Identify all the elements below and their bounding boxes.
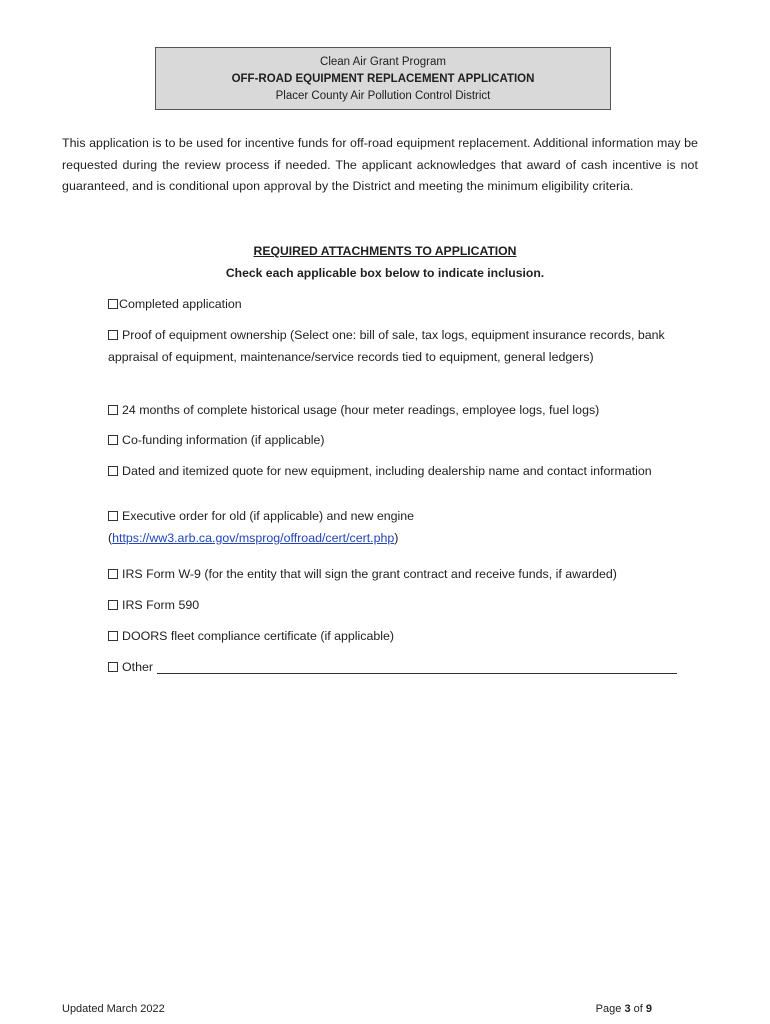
checklist-item-co-funding: [108, 429, 708, 451]
checklist-label: IRS Form 590: [122, 598, 200, 612]
link-paren-open: (: [108, 531, 113, 545]
checkbox-dated-quote[interactable]: [108, 466, 118, 476]
checklist-label: IRS Form W-9 (for the entity that will sign the grant contract and receive funds, if awarded): [122, 567, 617, 581]
checklist-label: Dated and itemized quote for new equipment, including dealership name and contact information: [122, 464, 652, 478]
footer-page-number: [596, 1003, 652, 1015]
checklist-item-proof-of-ownership: [108, 324, 708, 368]
checkbox-other[interactable]: [108, 662, 118, 672]
district-name: Placer County Air Pollution Control District: [275, 90, 491, 102]
checkbox-executive-order[interactable]: [108, 511, 118, 521]
header-box: [155, 47, 611, 110]
checklist-label: Other: [122, 660, 153, 674]
checklist-item-other: [108, 656, 708, 678]
other-input-line[interactable]: [157, 659, 677, 674]
page-current: 3: [624, 1003, 631, 1015]
checklist-label: Completed application: [119, 297, 242, 311]
checkbox-doors-certificate[interactable]: [108, 631, 118, 641]
checkbox-co-funding[interactable]: [108, 435, 118, 445]
page-prefix: Page: [595, 1003, 622, 1015]
checkbox-proof-of-ownership[interactable]: [108, 330, 118, 340]
arb-cert-link[interactable]: https://ww3.arb.ca.gov/msprog/offroad/cert/cert.php: [112, 531, 395, 545]
checkbox-irs-590[interactable]: [108, 600, 118, 610]
checklist-item-dated-quote: [108, 460, 668, 482]
page-total: 9: [645, 1003, 652, 1015]
checkbox-historical-usage[interactable]: [108, 405, 118, 415]
form-title: OFF-ROAD EQUIPMENT REPLACEMENT APPLICATION: [231, 73, 535, 85]
link-paren-close: ): [394, 531, 399, 545]
checklist-label: Executive order for old (if applicable) and new engine: [122, 509, 415, 523]
checklist-label: Proof of equipment ownership (Select one: bill of sale, tax logs, equipment insurance records, bank appraisal of equipment, maintenance/service records tied to equipment, general ledgers): [108, 328, 665, 364]
checklist-item-completed-application: [108, 293, 708, 315]
checkbox-completed-application[interactable]: [108, 299, 118, 309]
checklist-label: 24 months of complete historical usage (hour meter readings, employee logs, fuel logs): [122, 403, 600, 417]
checklist-label: DOORS fleet compliance certificate (if applicable): [122, 629, 395, 643]
attachments-instruction: Check each applicable box below to indicate inclusion.: [225, 266, 545, 280]
attachments-title: REQUIRED ATTACHMENTS TO APPLICATION: [253, 244, 517, 258]
checklist-item-irs-w9: [108, 563, 708, 585]
page-of: of: [633, 1003, 643, 1015]
checklist-item-doors-certificate: [108, 625, 708, 647]
program-name: Clean Air Grant Program: [320, 56, 446, 68]
checklist-item-historical-usage: [108, 399, 708, 421]
checkbox-irs-w9[interactable]: [108, 569, 118, 579]
checklist-item-executive-order: [108, 505, 708, 549]
checklist-label: Co-funding information (if applicable): [122, 433, 325, 447]
footer-updated: Updated March 2022: [62, 1003, 165, 1015]
intro-paragraph: This application is to be used for incentive funds for off-road equipment replacement. Additional information may be requested during the review process if needed. The applicant acknowledges that award of cash incentive is not guaranteed, and is conditional upon approval by the District and meeting the minimum eligibility criteria.: [62, 136, 698, 194]
checklist-item-irs-590: [108, 594, 708, 616]
